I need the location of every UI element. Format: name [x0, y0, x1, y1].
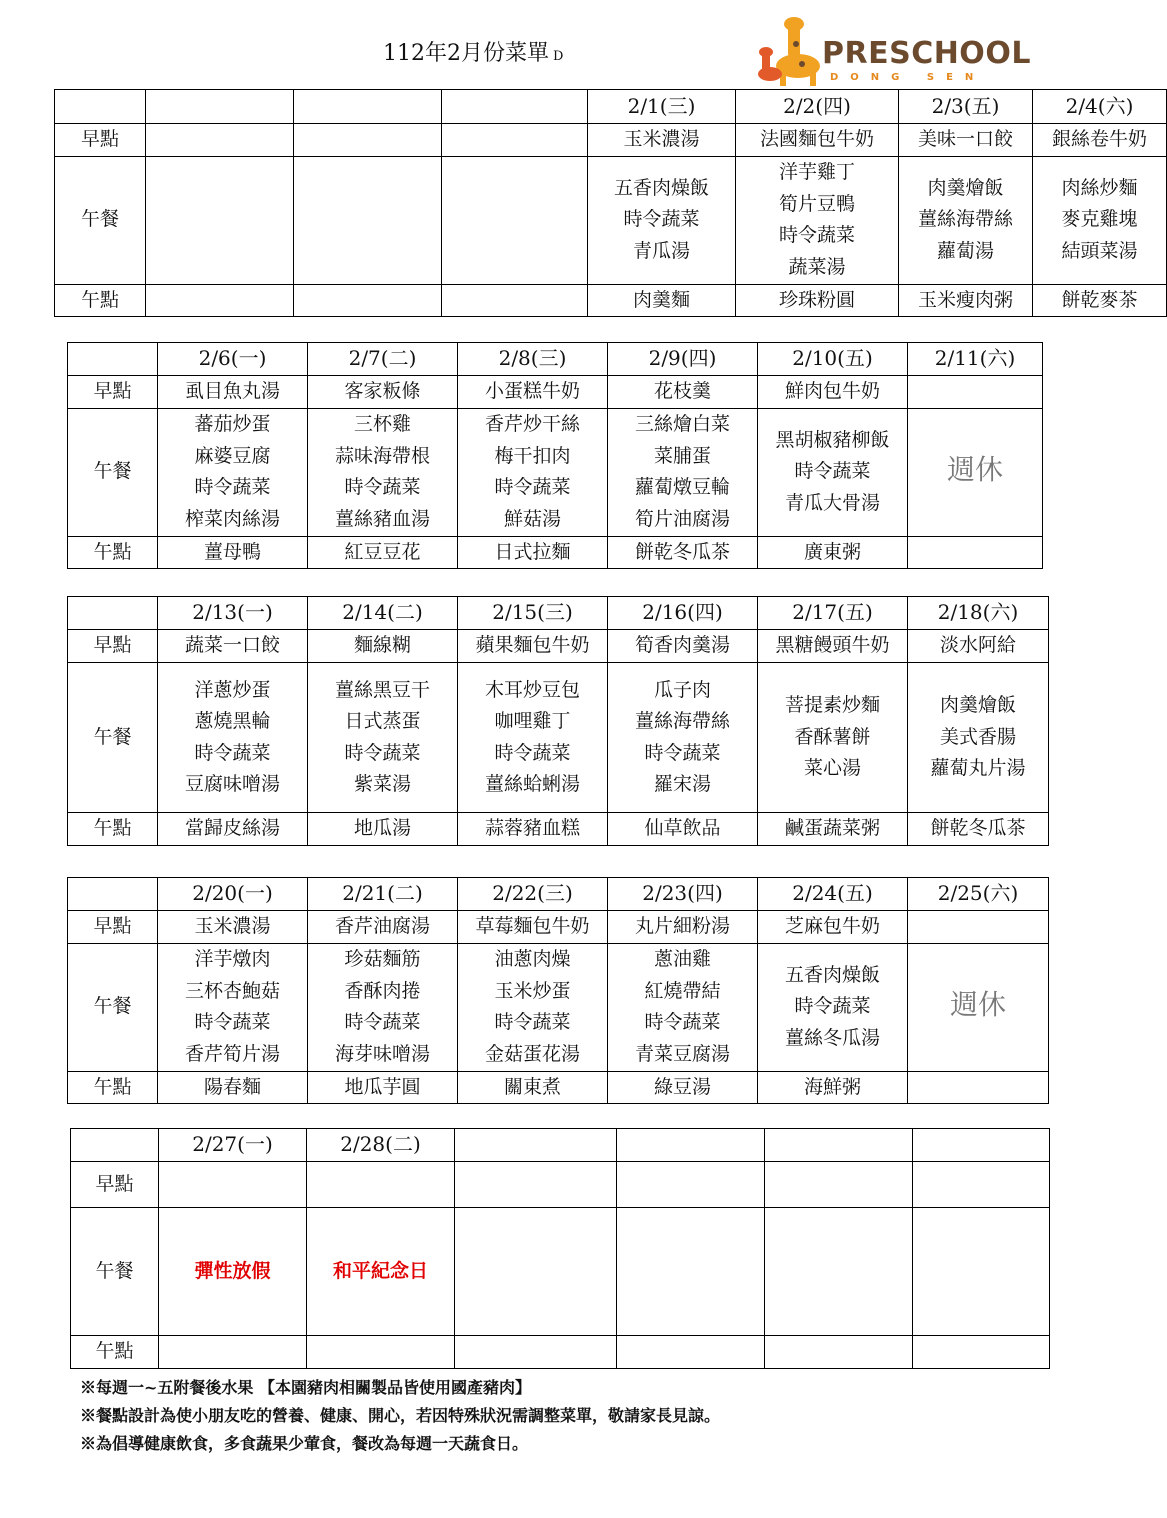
lunch-item: 香酥肉捲 [344, 979, 421, 1002]
logo-subtitle: DONG SEN [830, 72, 986, 83]
snack-cell [159, 1336, 307, 1369]
lunch-item: 油蔥肉燥 [494, 948, 571, 970]
breakfast-cell: 美味一口餃 [899, 124, 1033, 157]
breakfast-cell: 法國麵包牛奶 [736, 124, 899, 157]
lunch-cell [736, 156, 899, 284]
lunch-item: 美式香腸 [939, 725, 1016, 748]
lunch-item: 時令蔬菜 [194, 741, 271, 764]
lunch-item: 菜脯蛋 [653, 444, 711, 467]
lunch-item: 五香肉燥飯 [613, 176, 709, 199]
breakfast-cell [908, 911, 1049, 944]
lunch-cell [146, 156, 294, 284]
snack-cell: 玉米瘦肉粥 [899, 284, 1033, 317]
lunch-item: 時令蔬菜 [778, 224, 855, 246]
row-label-breakfast: 早點 [68, 911, 158, 944]
date-cell: 2/14(二) [308, 597, 458, 630]
breakfast-cell: 蘋果麵包牛奶 [458, 630, 608, 663]
footnote: ※餐點設計為使小朋友吃的營養、健康、開心，若因特殊狀況需調整菜單，敬請家長見諒。 [80, 1406, 721, 1425]
snack-cell: 鹹蛋蔬菜粥 [758, 813, 908, 846]
week-1-table [54, 89, 1167, 317]
snack-cell: 海鮮粥 [758, 1071, 908, 1104]
lunch-cell [307, 1208, 455, 1336]
lunch-item: 青瓜大骨湯 [784, 491, 880, 514]
lunch-item: 時令蔬菜 [794, 460, 871, 483]
lunch-cell [294, 156, 442, 284]
lunch-item: 蕃茄炒蛋 [194, 413, 271, 435]
lunch-item: 時令蔬菜 [344, 1011, 421, 1033]
lunch-item: 薑絲豬血湯 [334, 507, 430, 530]
lunch-cell [758, 408, 908, 536]
breakfast-cell: 麵線糊 [308, 630, 458, 663]
lunch-item: 筍片豆鴨 [778, 192, 855, 215]
lunch-item: 瓜子肉 [653, 678, 711, 701]
date-cell: 2/20(一) [158, 878, 308, 911]
snack-cell: 地瓜湯 [308, 813, 458, 846]
lunch-item: 時令蔬菜 [644, 741, 721, 764]
lunch-cell [908, 408, 1043, 536]
row-label-lunch: 午餐 [68, 663, 158, 813]
breakfast-cell: 筍香肉羹湯 [608, 630, 758, 663]
breakfast-cell: 淡水阿給 [908, 630, 1049, 663]
snack-cell: 陽春麵 [158, 1071, 308, 1104]
date-cell [146, 90, 294, 124]
date-cell: 2/8(三) [458, 343, 608, 376]
lunch-item: 梅干扣肉 [494, 444, 571, 467]
row-label-lunch: 午餐 [68, 943, 158, 1071]
page-title [383, 36, 563, 67]
lunch-item: 蘿蔔燉豆輪 [634, 476, 730, 498]
date-cell: 2/27(一) [159, 1129, 307, 1162]
lunch-item: 三絲燴白菜 [634, 413, 730, 435]
lunch-cell [442, 156, 588, 284]
breakfast-cell [294, 124, 442, 157]
snack-cell [913, 1336, 1050, 1369]
lunch-item: 玉米炒蛋 [494, 979, 571, 1002]
date-cell: 2/13(一) [158, 597, 308, 630]
lunch-item: 薑絲海帶絲 [634, 710, 730, 732]
lunch-cell [765, 1208, 913, 1336]
breakfast-cell: 鮮肉包牛奶 [758, 376, 908, 409]
lunch-item: 紅燒帶結 [644, 979, 721, 1002]
breakfast-cell [617, 1162, 765, 1208]
breakfast-cell: 銀絲卷牛奶 [1033, 124, 1167, 157]
lunch-item: 菜心湯 [803, 757, 861, 780]
snack-cell: 紅豆豆花 [308, 536, 458, 569]
lunch-item: 蔥油雞 [653, 948, 711, 970]
giraffe-icon [752, 14, 832, 86]
week-4-table [67, 877, 1049, 1104]
lunch-cell [158, 408, 308, 536]
corner-cell [71, 1129, 159, 1162]
date-cell: 2/4(六) [1033, 90, 1167, 124]
breakfast-cell [159, 1162, 307, 1208]
footnotes [80, 1374, 720, 1458]
lunch-item: 榨菜肉絲湯 [184, 507, 280, 530]
date-cell [765, 1129, 913, 1162]
snack-cell: 肉羹麵 [588, 284, 736, 317]
snack-cell: 餅乾麥茶 [1033, 284, 1167, 317]
weekend-off-label: 週休 [946, 453, 1003, 487]
lunch-item: 香芹筍片湯 [184, 1042, 280, 1065]
lunch-item: 洋芋燉肉 [194, 948, 271, 970]
breakfast-cell: 草莓麵包牛奶 [458, 911, 608, 944]
lunch-item: 咖哩雞丁 [494, 710, 571, 732]
row-label-snack: 午點 [68, 536, 158, 569]
title-text: 112年2月份菜單 [383, 41, 549, 66]
snack-cell [307, 1336, 455, 1369]
footnote: ※為倡導健康飲食，多食蔬果少葷食，餐改為每週一天蔬食日。 [80, 1434, 529, 1453]
lunch-item: 肉羹燴飯 [939, 694, 1016, 717]
lunch-item: 時令蔬菜 [344, 476, 421, 498]
snack-cell: 地瓜芋圓 [308, 1071, 458, 1104]
breakfast-cell: 丸片細粉湯 [608, 911, 758, 944]
breakfast-cell: 香芹油腐湯 [308, 911, 458, 944]
lunch-item: 麻婆豆腐 [194, 444, 271, 467]
date-cell: 2/21(二) [308, 878, 458, 911]
lunch-item: 豆腐味噌湯 [184, 773, 280, 795]
snack-cell: 關東煮 [458, 1071, 608, 1104]
date-cell [442, 90, 588, 124]
lunch-item: 時令蔬菜 [623, 208, 700, 231]
date-cell: 2/10(五) [758, 343, 908, 376]
weekend-off-label: 週休 [949, 988, 1006, 1022]
lunch-item: 洋蔥炒蛋 [194, 678, 271, 701]
lunch-item: 薑絲黑豆干 [334, 678, 430, 701]
snack-cell: 餅乾冬瓜茶 [608, 536, 758, 569]
lunch-item: 珍菇麵筋 [344, 948, 421, 970]
lunch-item: 蒜味海帶根 [334, 444, 430, 467]
lunch-item: 肉羹燴飯 [927, 176, 1004, 199]
date-cell: 2/15(三) [458, 597, 608, 630]
lunch-item: 蔬菜湯 [788, 255, 846, 278]
lunch-item: 三杯杏鮑菇 [184, 979, 280, 1002]
lunch-item: 時令蔬菜 [794, 995, 871, 1018]
date-cell [913, 1129, 1050, 1162]
row-label-breakfast: 早點 [55, 124, 146, 157]
lunch-cell [758, 943, 908, 1071]
breakfast-cell [146, 124, 294, 157]
corner-cell [68, 878, 158, 911]
snack-cell [908, 1071, 1049, 1104]
breakfast-cell: 芝麻包牛奶 [758, 911, 908, 944]
lunch-item: 青瓜湯 [632, 239, 690, 262]
lunch-cell [758, 663, 908, 813]
date-cell: 2/6(一) [158, 343, 308, 376]
date-cell [617, 1129, 765, 1162]
snack-cell [442, 284, 588, 317]
breakfast-cell: 玉米濃湯 [588, 124, 736, 157]
date-cell: 2/11(六) [908, 343, 1043, 376]
lunch-item: 日式蒸蛋 [344, 710, 421, 732]
breakfast-cell [307, 1162, 455, 1208]
snack-cell [455, 1336, 617, 1369]
lunch-item: 木耳炒豆包 [484, 678, 580, 701]
date-cell: 2/1(三) [588, 90, 736, 124]
preschool-logo [752, 14, 1032, 86]
lunch-cell [588, 156, 736, 284]
lunch-item: 蔥燒黑輪 [194, 710, 271, 732]
date-cell: 2/16(四) [608, 597, 758, 630]
title-suffix: D [553, 49, 564, 64]
date-cell: 2/9(四) [608, 343, 758, 376]
lunch-item: 麥克雞塊 [1061, 208, 1138, 231]
lunch-item: 時令蔬菜 [494, 741, 571, 764]
row-label-breakfast: 早點 [71, 1162, 159, 1208]
date-cell: 2/23(四) [608, 878, 758, 911]
logo-word: PRESCHOOL [822, 36, 1031, 71]
week-5-table [70, 1128, 1050, 1369]
breakfast-cell: 客家粄條 [308, 376, 458, 409]
lunch-item: 金菇蛋花湯 [484, 1042, 580, 1065]
lunch-cell [1033, 156, 1167, 284]
lunch-cell [617, 1208, 765, 1336]
lunch-item: 蘿蔔湯 [936, 239, 994, 262]
week-2-table [67, 342, 1043, 569]
row-label-breakfast: 早點 [68, 376, 158, 409]
lunch-item: 菩提素炒麵 [784, 694, 880, 717]
snack-cell [617, 1336, 765, 1369]
snack-cell: 日式拉麵 [458, 536, 608, 569]
lunch-cell [158, 663, 308, 813]
breakfast-cell: 蔬菜一口餃 [158, 630, 308, 663]
date-cell: 2/22(三) [458, 878, 608, 911]
lunch-cell [908, 943, 1049, 1071]
breakfast-cell [455, 1162, 617, 1208]
date-cell: 2/25(六) [908, 878, 1049, 911]
row-label-lunch: 午餐 [68, 408, 158, 536]
snack-cell [908, 536, 1043, 569]
week-3-table [67, 596, 1049, 846]
date-cell: 2/2(四) [736, 90, 899, 124]
lunch-item: 時令蔬菜 [494, 1011, 571, 1033]
lunch-cell [455, 1208, 617, 1336]
lunch-cell [159, 1208, 307, 1336]
snack-cell: 當歸皮絲湯 [158, 813, 308, 846]
snack-cell: 蒜蓉豬血糕 [458, 813, 608, 846]
lunch-item: 三杯雞 [353, 413, 411, 435]
lunch-cell [608, 408, 758, 536]
lunch-cell [913, 1208, 1050, 1336]
snack-cell: 綠豆湯 [608, 1071, 758, 1104]
corner-cell [68, 343, 158, 376]
breakfast-cell: 玉米濃湯 [158, 911, 308, 944]
date-cell: 2/3(五) [899, 90, 1033, 124]
breakfast-cell [908, 376, 1043, 409]
breakfast-cell: 小蛋糕牛奶 [458, 376, 608, 409]
corner-cell [55, 90, 146, 124]
lunch-cell [308, 663, 458, 813]
lunch-cell [458, 408, 608, 536]
lunch-item: 時令蔬菜 [344, 741, 421, 764]
lunch-cell [908, 663, 1049, 813]
lunch-item: 筍片油腐湯 [634, 507, 730, 530]
breakfast-cell: 花枝羹 [608, 376, 758, 409]
lunch-item: 薑絲冬瓜湯 [784, 1026, 880, 1049]
date-cell [455, 1129, 617, 1162]
lunch-cell [608, 663, 758, 813]
lunch-item: 時令蔬菜 [494, 476, 571, 498]
snack-cell [765, 1336, 913, 1369]
lunch-item: 時令蔬菜 [194, 476, 271, 498]
lunch-item: 黑胡椒豬柳飯 [775, 428, 890, 451]
date-cell: 2/18(六) [908, 597, 1049, 630]
row-label-lunch: 午餐 [55, 156, 146, 284]
date-cell: 2/24(五) [758, 878, 908, 911]
lunch-item: 結頭菜湯 [1061, 239, 1138, 262]
snack-cell: 廣東粥 [758, 536, 908, 569]
holiday-flexible-leave: 彈性放假 [194, 1259, 271, 1282]
lunch-cell [458, 663, 608, 813]
breakfast-cell [913, 1162, 1050, 1208]
row-label-lunch: 午餐 [71, 1208, 159, 1336]
lunch-item: 海芽味噌湯 [334, 1042, 430, 1065]
snack-cell [294, 284, 442, 317]
row-label-breakfast: 早點 [68, 630, 158, 663]
lunch-item: 鮮菇湯 [503, 507, 561, 530]
lunch-item: 蘿蔔丸片湯 [930, 757, 1026, 780]
row-label-snack: 午點 [71, 1336, 159, 1369]
row-label-snack: 午點 [68, 1071, 158, 1104]
lunch-item: 時令蔬菜 [644, 1011, 721, 1033]
row-label-snack: 午點 [55, 284, 146, 317]
lunch-cell [899, 156, 1033, 284]
breakfast-cell [442, 124, 588, 157]
snack-cell: 珍珠粉圓 [736, 284, 899, 317]
lunch-item: 洋芋雞丁 [778, 161, 855, 183]
lunch-item: 香酥薯餅 [794, 725, 871, 748]
date-cell: 2/7(二) [308, 343, 458, 376]
lunch-item: 時令蔬菜 [194, 1011, 271, 1033]
snack-cell: 仙草飲品 [608, 813, 758, 846]
footnote: ※每週一~五附餐後水果 【本園豬肉相關製品皆使用國產豬肉】 [80, 1378, 531, 1397]
date-cell [294, 90, 442, 124]
date-cell: 2/28(二) [307, 1129, 455, 1162]
lunch-item: 薑絲海帶絲 [917, 208, 1013, 231]
lunch-item: 薑絲蛤蜊湯 [484, 773, 580, 795]
row-label-snack: 午點 [68, 813, 158, 846]
corner-cell [68, 597, 158, 630]
breakfast-cell: 虱目魚丸湯 [158, 376, 308, 409]
lunch-item: 紫菜湯 [353, 773, 411, 795]
breakfast-cell: 黑糖饅頭牛奶 [758, 630, 908, 663]
lunch-item: 羅宋湯 [653, 773, 711, 795]
date-cell: 2/17(五) [758, 597, 908, 630]
lunch-cell [308, 408, 458, 536]
lunch-item: 香芹炒干絲 [484, 413, 580, 435]
lunch-item: 肉絲炒麵 [1061, 176, 1138, 199]
snack-cell [146, 284, 294, 317]
lunch-cell [458, 943, 608, 1071]
lunch-item: 五香肉燥飯 [784, 963, 880, 986]
snack-cell: 薑母鴨 [158, 536, 308, 569]
lunch-cell [308, 943, 458, 1071]
snack-cell: 餅乾冬瓜茶 [908, 813, 1049, 846]
lunch-cell [608, 943, 758, 1071]
holiday-peace-memorial-day: 和平紀念日 [332, 1259, 428, 1282]
lunch-item: 青菜豆腐湯 [634, 1042, 730, 1065]
breakfast-cell [765, 1162, 913, 1208]
lunch-cell [158, 943, 308, 1071]
